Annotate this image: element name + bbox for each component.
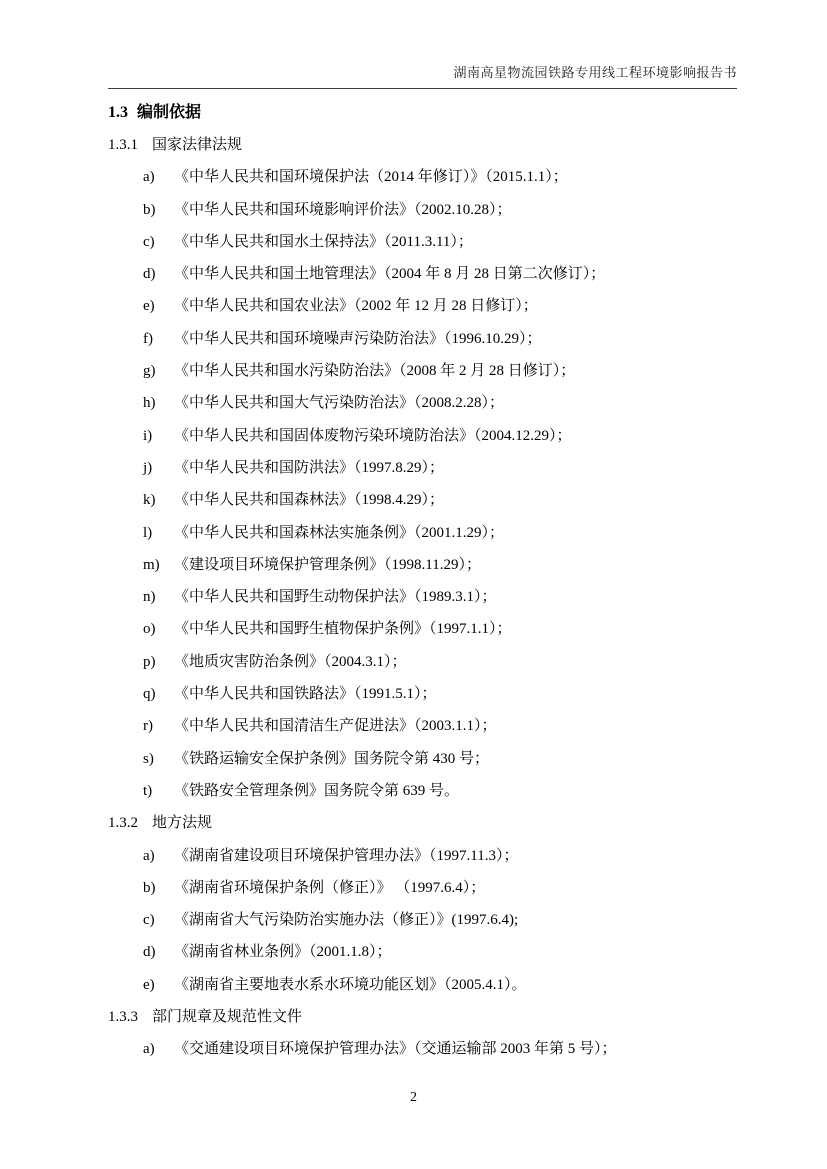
item-text: 《铁路安全管理条例》国务院令第 639 号。	[174, 782, 460, 799]
item-text: 《建设项目环境保护管理条例》（1998.11.29）；	[174, 556, 481, 573]
item-text: 《中华人民共和国环境影响评价法》（2002.10.28）；	[174, 201, 512, 218]
item-text: 《中华人民共和国固体废物污染环境防治法》（2004.12.29）；	[174, 427, 572, 444]
page-footer	[0, 1090, 827, 1106]
item-text: 《交通建设项目环境保护管理办法》（交通运输部 2003 年第 5 号）；	[174, 1041, 617, 1058]
law-list-item	[108, 904, 768, 936]
item-label: t)	[143, 782, 153, 799]
item-text: 《湖南省林业条例》（2001.1.8）；	[174, 944, 392, 961]
law-list-item	[108, 710, 768, 742]
item-text: 《中华人民共和国土地管理法》（2004 年 8 月 28 日第二次修订）；	[174, 266, 606, 283]
law-list-item	[108, 420, 768, 452]
section-title	[108, 96, 768, 129]
item-label: b)	[143, 879, 156, 896]
law-list-item	[108, 194, 768, 226]
item-text: 《湖南省建设项目环境保护管理办法》（1997.11.3）；	[174, 847, 519, 864]
item-label: f)	[143, 330, 153, 347]
section-title-text: 编制依据	[137, 104, 202, 121]
item-label: i)	[143, 427, 153, 444]
item-label: n)	[143, 589, 156, 606]
subsection-title: 地方法规	[152, 815, 213, 832]
page-header	[108, 62, 737, 89]
subsection-number: 1.3.3	[108, 1009, 138, 1026]
law-list-item	[108, 969, 768, 1001]
item-label: b)	[143, 201, 156, 218]
item-label: l)	[143, 524, 153, 541]
subsection	[108, 129, 768, 807]
item-text: 《湖南省主要地表水系水环境功能区划》（2005.4.1）。	[174, 976, 527, 993]
law-list	[108, 161, 768, 807]
item-label: g)	[143, 363, 156, 380]
law-list-item	[108, 581, 768, 613]
item-label: p)	[143, 653, 156, 670]
subsection-heading	[108, 807, 768, 839]
subsection	[108, 807, 768, 1001]
item-label: e)	[143, 976, 155, 993]
item-text: 《湖南省环境保护条例（修正）》 （1997.6.4）；	[174, 879, 486, 896]
law-list-item	[108, 549, 768, 581]
item-label: m)	[143, 556, 160, 573]
law-list-item	[108, 258, 768, 290]
law-list-item	[108, 1033, 768, 1065]
subsection-number: 1.3.2	[108, 815, 138, 832]
item-label: c)	[143, 912, 155, 929]
law-list-item	[108, 678, 768, 710]
item-label: j)	[143, 459, 153, 476]
law-list-item	[108, 872, 768, 904]
item-label: a)	[143, 847, 155, 864]
item-text: 《中华人民共和国野生植物保护条例》（1997.1.1）；	[174, 621, 512, 638]
item-text: 《中华人民共和国野生动物保护法》（1989.3.1）；	[174, 589, 497, 606]
law-list-item	[108, 840, 768, 872]
law-list-item	[108, 323, 768, 355]
item-text: 《中华人民共和国环境保护法（2014 年修订）》（2015.1.1）；	[174, 169, 568, 186]
law-list-item	[108, 484, 768, 516]
subsection-heading	[108, 129, 768, 161]
law-list-item	[108, 161, 768, 193]
law-list-item	[108, 290, 768, 322]
item-text: 《湖南省大气污染防治实施办法（修正）》(1997.6.4);	[174, 912, 519, 929]
item-label: r)	[143, 718, 153, 735]
item-label: h)	[143, 395, 156, 412]
running-title: 湖南高星物流园铁路专用线工程环境影响报告书	[453, 65, 737, 80]
law-list-item	[108, 775, 768, 807]
item-label: q)	[143, 686, 156, 703]
item-text: 《中华人民共和国清洁生产促进法》（2003.1.1）；	[174, 718, 497, 735]
item-text: 《中华人民共和国水污染防治法》（2008 年 2 月 28 日修订）；	[174, 363, 576, 380]
law-list-item	[108, 936, 768, 968]
item-label: k)	[143, 492, 156, 509]
law-list-item	[108, 226, 768, 258]
item-text: 《地质灾害防治条例》（2004.3.1）；	[174, 653, 407, 670]
law-list-item	[108, 646, 768, 678]
law-list	[108, 1033, 768, 1065]
item-text: 《铁路运输安全保护条例》国务院令第 430 号；	[174, 750, 490, 767]
item-label: s)	[143, 750, 154, 767]
item-label: d)	[143, 266, 156, 283]
item-text: 《中华人民共和国大气污染防治法》（2008.2.28）；	[174, 395, 505, 412]
item-text: 《中华人民共和国环境噪声污染防治法》（1996.10.29）；	[174, 330, 542, 347]
law-list-item	[108, 517, 768, 549]
subsection-heading	[108, 1001, 768, 1033]
law-list-item	[108, 452, 768, 484]
item-label: e)	[143, 298, 155, 315]
item-text: 《中华人民共和国森林法》（1998.4.29）；	[174, 492, 445, 509]
item-text: 《中华人民共和国农业法》（2002 年 12 月 28 日修订）；	[174, 298, 538, 315]
item-text: 《中华人民共和国铁路法》（1991.5.1）；	[174, 686, 437, 703]
law-list-item	[108, 355, 768, 387]
item-text: 《中华人民共和国森林法实施条例》（2001.1.29）；	[174, 524, 505, 541]
item-label: o)	[143, 621, 156, 638]
item-label: a)	[143, 1041, 155, 1058]
section-number: 1.3	[108, 104, 128, 121]
item-label: a)	[143, 169, 155, 186]
subsection-title: 部门规章及规范性文件	[152, 1009, 303, 1026]
item-label: d)	[143, 944, 156, 961]
subsection-title: 国家法律法规	[152, 137, 243, 153]
item-text: 《中华人民共和国水土保持法》（2011.3.11）；	[174, 233, 473, 250]
subsections-container	[108, 129, 768, 1066]
item-label: c)	[143, 233, 155, 250]
law-list-item	[108, 387, 768, 419]
subsection-number: 1.3.1	[108, 137, 138, 153]
law-list-item	[108, 613, 768, 645]
subsection	[108, 1001, 768, 1066]
page-number: 2	[410, 1090, 417, 1105]
law-list	[108, 840, 768, 1001]
document-content	[108, 96, 768, 1066]
item-text: 《中华人民共和国防洪法》（1997.8.29）；	[174, 459, 445, 476]
law-list-item	[108, 743, 768, 775]
